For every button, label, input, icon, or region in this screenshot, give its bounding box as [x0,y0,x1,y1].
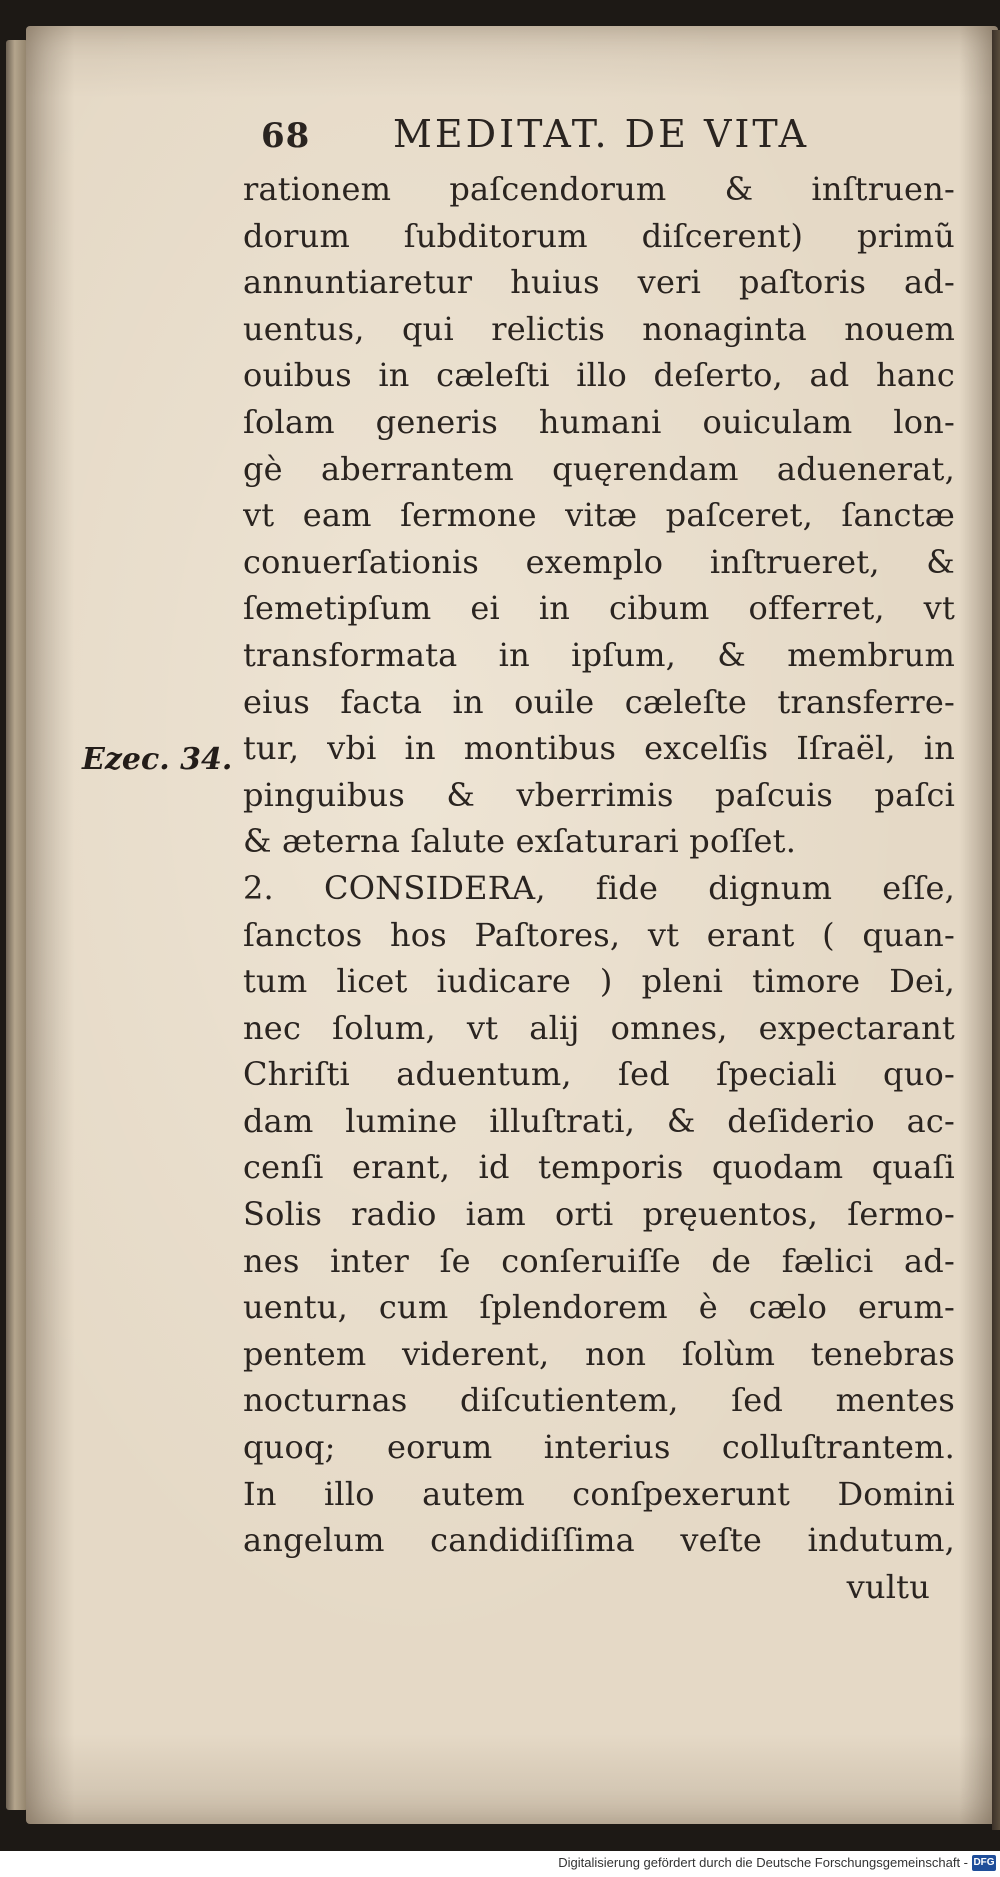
dfg-logo-icon: DFG [972,1855,996,1871]
text-line: nes inter ſe conſeruiſſe de fælici ad- [243,1241,955,1280]
page-header [243,110,955,160]
text-line: ouibus in cæleſti illo deſerto, ad hanc [243,356,955,395]
text-line: transformata in ipſum, & membrum [243,635,955,674]
margin-note-reference: Ezec. 34. [82,742,233,777]
text-line: pentem viderent, non ſolùm tenebras [243,1334,955,1373]
text-line: cenſi erant, id temporis quodam quaſi [243,1148,955,1187]
text-line: annuntiaretur huius veri paſtoris ad- [243,263,955,302]
text-line: Chriſti aduentum, ſed ſpeciali quo- [243,1055,955,1094]
text-line: rationem paſcendorum & inſtruen- [243,170,955,208]
book-spine-shadow [992,30,1000,1830]
text-line: tum licet iudicare ) pleni timore Dei, [243,962,955,1001]
text-line: 2. CONSIDERA, fide dignum eſſe, [243,868,955,907]
funding-credit: Digitalisierung gefördert durch die Deutsche Forschungsgemeinschaft - [558,1855,968,1870]
digitization-footer [0,1851,1000,1877]
text-line: ſanctos hos Paſtores, vt erant ( quan- [243,915,955,954]
text-line: nec ſolum, vt alij omnes, expectarant [243,1008,955,1047]
book-fore-edge [6,40,28,1810]
text-line: & æterna ſalute exſaturari poſſet. [243,822,797,861]
text-line: eius facta in ouile cæleſte transferre- [243,682,955,721]
text-line: gè aberrantem quęrendam aduenerat, [243,449,955,488]
text-line: tur, vbi in montibus excelſis Iſraël, in [243,729,955,768]
text-line: quoq; eorum interius colluſtrantem. [243,1428,955,1467]
body-text [243,166,955,1564]
text-line: dorum ſubditorum diſcerent) primũ [243,216,955,255]
text-line: uentu, cum ſplendorem è cælo erum- [243,1288,955,1327]
text-line: uentus, qui relictis nonaginta nouem [243,309,955,348]
text-line: ſemetipſum ei in cibum offerret, vt [243,589,955,628]
page-number: 68 [261,116,311,156]
catchword: vultu [846,1567,930,1606]
text-line: In illo autem conſpexerunt Domini [243,1474,955,1513]
page-text-block [243,110,955,1610]
text-line: ſolam generis humani ouiculam lon- [243,402,955,441]
text-line: pinguibus & vberrimis paſcuis paſci [243,775,955,814]
running-head: MEDITAT. DE VITA [393,112,810,156]
text-line: vt eam ſermone vitæ paſceret, ſanctæ [243,496,955,535]
text-line: nocturnas diſcutientem, ſed mentes [243,1381,955,1420]
text-line: Solis radio iam orti pręuentos, ſermo- [243,1195,955,1234]
text-line: dam lumine illuſtrati, & deſiderio ac- [243,1101,955,1140]
text-line: conuerſationis exemplo inſtrueret, & [243,542,955,581]
text-line: angelum candidiſſima veſte indutum, [243,1521,955,1560]
